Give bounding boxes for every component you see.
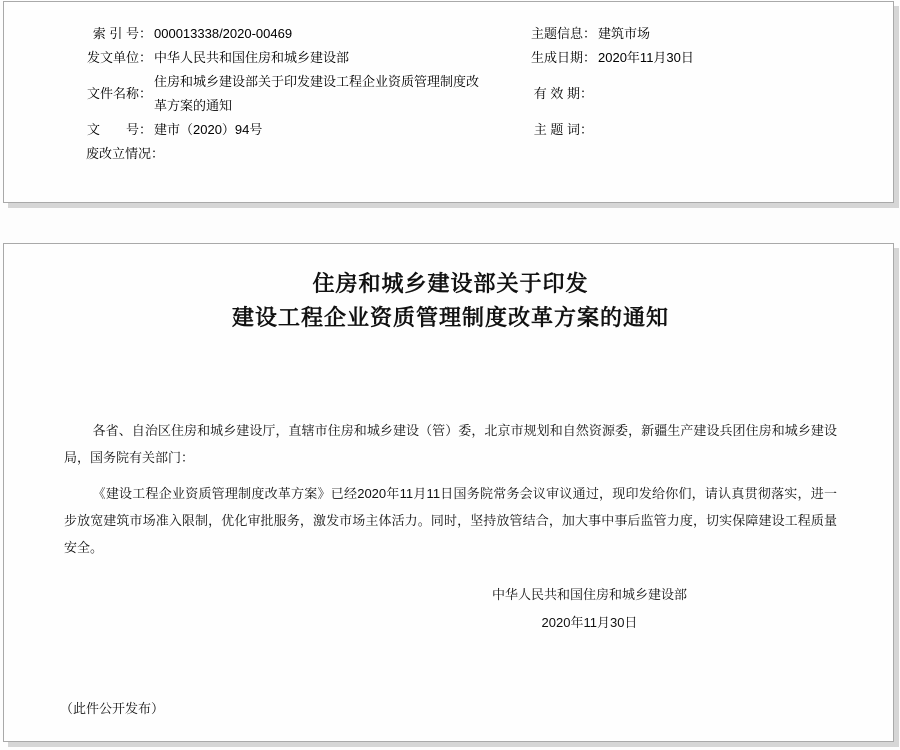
- document-title-line1: 住房和城乡建设部关于印发: [312, 271, 589, 296]
- document-title-line2: 建设工程企业资质管理制度改革方案的通知: [231, 305, 669, 330]
- signature-date: 2020年11月30日: [541, 615, 638, 630]
- keywords-value: [593, 118, 861, 142]
- issuing-unit-label: 发文单位：: [86, 50, 152, 65]
- index-number-value: 000013338/2020-00469: [154, 26, 293, 41]
- document-name-value: 住房和城乡建设部关于印发建设工程企业资质管理制度改革方案的通知: [154, 74, 480, 113]
- public-release-note: （此件公开发布）: [60, 701, 165, 716]
- signature-organization: 中华人民共和国住房和城乡建设部: [491, 587, 687, 602]
- meta-row-validity-period: [531, 70, 861, 118]
- meta-row-topic-info: [531, 22, 861, 46]
- meta-row-document-number: [60, 118, 484, 142]
- topic-info-value: 建筑市场: [598, 26, 651, 41]
- document-name-label: 文件名称：: [86, 86, 152, 101]
- meta-row-document-name: [60, 70, 484, 118]
- document-number-value: 建市（2020）94号: [154, 122, 263, 137]
- keywords-label: 主 题 词：: [533, 122, 593, 137]
- validity-period-label: 有 效 期：: [533, 86, 593, 101]
- index-number-label: 索 引 号：: [92, 26, 152, 41]
- addressees-paragraph: 各省、自治区住房和城乡建设厅，直辖市住房和城乡建设（管）委，北京市规划和自然资源委，新疆生产建设兵团住房和城乡建设局，国务院有关部门：: [64, 423, 837, 465]
- main-paragraph: 《建设工程企业资质管理制度改革方案》已经2020年11月11日国务院常务会议审议通过，现印发给你们，请认真贯彻落实，进一步放宽建筑市场准入限制，优化审批服务，激发市场主体活力。同时，坚持放管结合，加大事中事后监管力度，切实保障建设工程质量安全。: [64, 486, 837, 555]
- topic-info-label: 主题信息：: [531, 26, 597, 41]
- meta-row-generated-date: [531, 46, 861, 70]
- metadata-panel: [3, 1, 894, 203]
- metadata-column-right: [531, 22, 861, 142]
- meta-row-index-number: [60, 22, 484, 46]
- metadata-table: [4, 2, 893, 202]
- meta-row-issuing-unit: [60, 46, 484, 70]
- generated-date-value: 2020年11月30日: [598, 50, 694, 65]
- issuing-unit-value: 中华人民共和国住房和城乡建设部: [154, 50, 350, 65]
- metadata-column-left: [60, 22, 484, 166]
- signature-block: [492, 581, 687, 637]
- meta-row-repeal-status: [60, 142, 484, 166]
- generated-date-label: 生成日期：: [531, 50, 597, 65]
- repeal-status-label: 废改立情况：: [85, 146, 164, 161]
- repeal-status-value: [164, 142, 484, 166]
- document-title: [64, 267, 837, 335]
- document-number-label: 文 号：: [86, 122, 152, 137]
- meta-row-keywords: [531, 118, 861, 142]
- document-body: [4, 244, 893, 637]
- document-panel: [3, 243, 894, 742]
